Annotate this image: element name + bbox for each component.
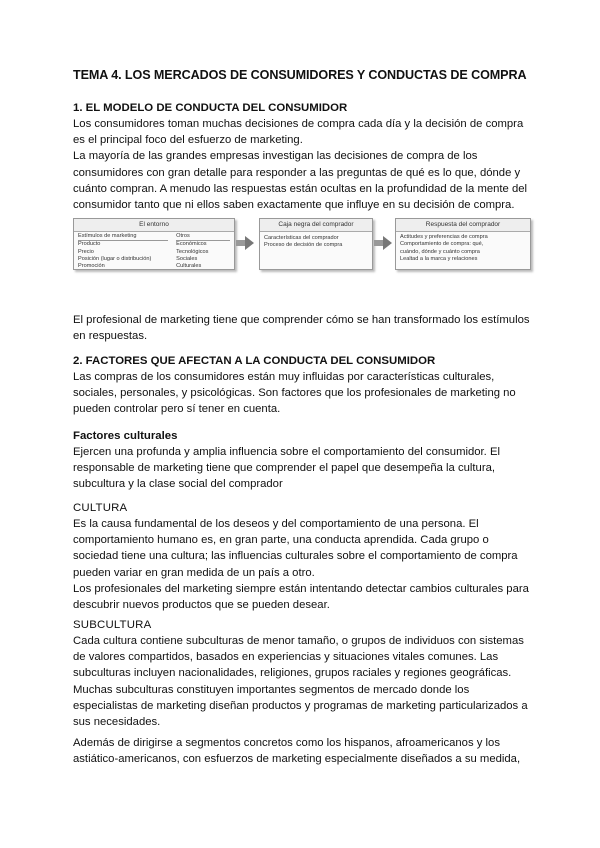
environment-header: El entorno [74,219,234,232]
paragraph-line: responsable de marketing tiene que comprender el papel que desempeña la cultura, [73,462,496,475]
stimuli-head: Estímulos de marketing [78,233,168,241]
section-heading: 2. FACTORES QUE AFECTAN A LA CONDUCTA DEL CONSUMIDOR [73,355,436,367]
other-item: Sociales [176,255,198,262]
section-cultural-factors [73,428,533,493]
paragraph-line: Los consumidores toman muchas decisiones de compra cada día y la decisión de compra [73,118,524,130]
subsection-heading: SUBCULTURA [73,619,152,631]
consumer-behavior-model-figure [73,218,533,270]
paragraph-line: Además de dirigirse a segmentos concretos como los hispanos, afroamericanos y los [73,737,500,749]
paragraph-line: pueden controlar pero sí tener en cuenta. [73,403,281,416]
paragraph-line: pueden variar en gran medida de un país a otro. [73,566,315,579]
section-cultura [73,500,533,613]
subsection-heading: CULTURA [73,502,128,514]
section-factors [73,353,533,418]
page-title: TEMA 4. LOS MERCADOS DE CONSUMIDORES Y CONDUCTAS DE COMPRA [73,68,527,82]
paragraph-line: descubrir nuevos productos que se pueden desear. [73,599,330,612]
buyer-response-box [395,218,531,270]
section-subcultura [73,617,533,730]
subcultura-continued [73,735,533,767]
paragraph-line: astiático-americanos, con esfuerzos de marketing especialmente diseñados a su medida, [73,753,521,766]
arrow-right-icon [383,236,392,250]
subsection-heading: Factores culturales [73,430,178,442]
paragraph-line: subculturas incluyen nacionalidades, religiones, grupos raciales y regiones geográficas. [73,667,512,680]
stimulus-item: Promoción [78,263,105,270]
paragraph-line: cuánto compran. A menudo las respuestas están ocultas en la profundidad de la mente del [73,182,528,195]
paragraph-line: Es la causa fundamental de los deseos y del comportamiento de una persona. El [73,518,479,530]
paragraph-line: El profesional de marketing tiene que comprender cómo se han transformado los estímulos [73,314,530,326]
other-item: Tecnológicos [176,248,209,255]
black-box-header: Caja negra del comprador [260,219,372,232]
figure-commentary [73,312,533,344]
paragraph-line: sociedad tiene una cultura; las influencias culturales sobre el comportamiento de compra [73,550,518,563]
stimulus-item: Precio [78,248,94,255]
response-item: Actitudes y preferencias de compra [400,234,488,240]
section-consumer-model [73,100,533,213]
paragraph-line: Los profesionales del marketing siempre están intentando detectar cambios culturales para [73,582,529,595]
paragraph-line: especialistas de marketing diseñan productos y programas de marketing particularizados a [73,699,528,712]
response-item: cuándo, dónde y cuánto compra [400,248,480,255]
paragraph-line: La mayoría de las grandes empresas investigan las decisiones de compra de los [73,150,478,163]
stimulus-item: Posición (lugar o distribución) [78,255,152,262]
other-head: Otros [176,233,230,241]
marketing-stimuli-column [74,232,172,271]
paragraph-line: consumidores con gran detalle para responder a las preguntas de qué es lo que, dónde y [73,166,521,179]
paragraph-line: en respuestas. [73,330,148,343]
paragraph-line: consumidor tanto que ni ellos saben exactamente que influye en su decisión de compra. [73,199,515,212]
environment-box [73,218,235,270]
response-item: Comportamiento de compra: qué, [400,241,484,248]
section-heading: 1. EL MODELO DE CONDUCTA DEL CONSUMIDOR [73,102,348,114]
paragraph-line: Cada cultura contiene subculturas de menor tamaño, o grupos de individuos con sistemas [73,635,524,647]
paragraph-line: Ejercen una profunda y amplia influencia sobre el comportamiento del consumidor. El [73,446,501,458]
response-header: Respuesta del comprador [396,219,530,232]
paragraph-line: subcultura y la clase social del comprador [73,478,283,491]
response-item: Lealtad a la marca y relaciones [400,255,478,262]
paragraph-line: Las compras de los consumidores están muy influidas por características culturales, [73,371,495,383]
other-item: Culturales [176,263,202,270]
arrow-right-icon [245,236,254,250]
paragraph-line: comportamiento humano es, en gran parte, una conducta aprendida. Cada grupo o [73,534,489,547]
paragraph-line: Muchas subculturas constituyen importantes segmentos de mercado donde los [73,683,470,696]
paragraph-line: sociales, personales, y psicológicas. Son factores que los profesionales de marketing no [73,387,516,400]
buyer-black-box [259,218,373,270]
stimulus-item: Producto [78,241,101,248]
paragraph-line: sus necesidades. [73,716,161,729]
black-box-item: Proceso de decisión de compra [264,242,343,249]
other-stimuli-column [172,232,234,271]
paragraph-line: es el principal foco del esfuerzo de marketing. [73,134,303,147]
black-box-item: Características del comprador [264,235,339,241]
paragraph-line: de valores compartidos, basados en experiencias y situaciones vitales comunes. Las [73,651,499,664]
other-item: Económicos [176,241,207,248]
